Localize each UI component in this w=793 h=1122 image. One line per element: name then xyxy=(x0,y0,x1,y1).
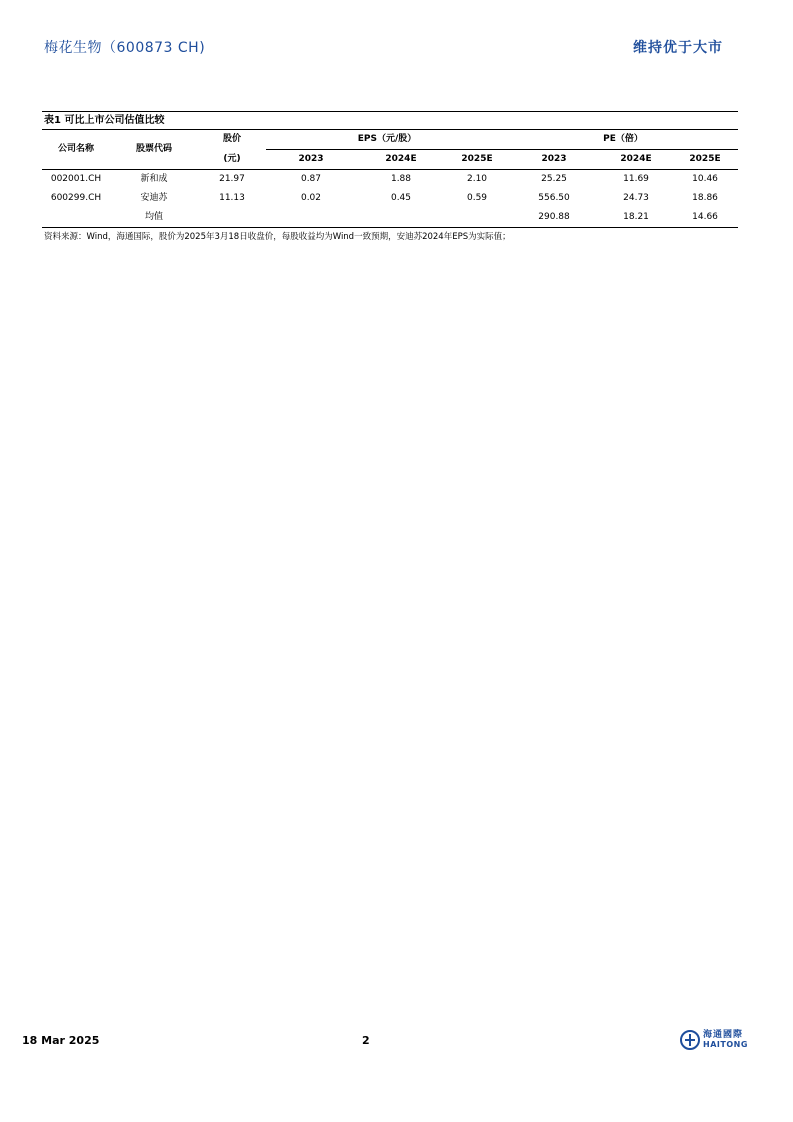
table-row xyxy=(42,170,738,190)
report-company-title: 梅花生物（600873 CH) xyxy=(44,40,206,56)
row-code: 600299.CH xyxy=(50,193,102,203)
col-pe-2024e: 2024E xyxy=(600,150,672,170)
col-eps-2023: 2023 xyxy=(266,150,356,170)
page-number: 2 xyxy=(362,1034,370,1047)
avg-pe-2023: 290.88 xyxy=(508,208,600,228)
col-eps-2024e: 2024E xyxy=(356,150,446,170)
average-label: 均值 xyxy=(110,208,198,228)
footer-date: 18 Mar 2025 xyxy=(22,1034,100,1047)
row-name: 安迪苏 xyxy=(140,193,168,203)
col-price: 股价 xyxy=(222,134,241,145)
row-name: 新和成 xyxy=(140,174,168,184)
haitong-logo-icon xyxy=(680,1030,700,1050)
avg-pe-2025e: 14.66 xyxy=(672,208,738,228)
row-eps-2024e: 0.45 xyxy=(390,193,412,203)
logo-text-cn: 海通國際 xyxy=(703,1030,744,1040)
col-stock-code: 股票代码 xyxy=(110,130,198,170)
col-eps-group: EPS（元/股） xyxy=(357,134,417,144)
table-row xyxy=(42,189,738,208)
row-code: 002001.CH xyxy=(50,174,102,184)
row-eps-2025e: 2.10 xyxy=(466,174,488,184)
table-average-row xyxy=(42,208,738,228)
col-pe-group: PE（倍） xyxy=(603,134,643,144)
table-source-note: 资料来源：Wind，海通国际，股价为2025年3月18日收盘价，每股收益均为Wind一致预期，安迪苏2024年EPS为实际值； xyxy=(44,232,511,242)
col-company-name: 公司名称 xyxy=(42,130,110,170)
row-eps-2025e: 0.59 xyxy=(466,193,488,203)
row-price: 21.97 xyxy=(219,174,245,184)
logo-text-en: HAITONG xyxy=(703,1040,748,1049)
valuation-table-section xyxy=(42,111,738,242)
valuation-table xyxy=(42,130,738,228)
row-pe-2025e: 10.46 xyxy=(692,174,718,184)
col-pe-2025e: 2025E xyxy=(672,150,738,170)
row-eps-2023: 0.02 xyxy=(300,193,322,203)
row-pe-2023: 556.50 xyxy=(538,193,570,203)
row-pe-2023: 25.25 xyxy=(541,174,567,184)
table-title: 表1 可比上市公司估值比较 xyxy=(42,111,738,130)
row-price: 11.13 xyxy=(219,193,245,203)
row-pe-2025e: 18.86 xyxy=(692,193,718,203)
haitong-logo xyxy=(680,1030,748,1050)
col-pe-2023: 2023 xyxy=(508,150,600,170)
col-eps-2025e: 2025E xyxy=(446,150,508,170)
row-pe-2024e: 11.69 xyxy=(623,174,649,184)
row-eps-2023: 0.87 xyxy=(300,174,322,184)
row-eps-2024e: 1.88 xyxy=(390,174,412,184)
col-price-unit: (元) xyxy=(198,150,266,170)
avg-pe-2024e: 18.21 xyxy=(600,208,672,228)
rating-label: 维持优于大市 xyxy=(633,40,723,56)
row-pe-2024e: 24.73 xyxy=(623,193,649,203)
table-header-row xyxy=(42,130,738,150)
